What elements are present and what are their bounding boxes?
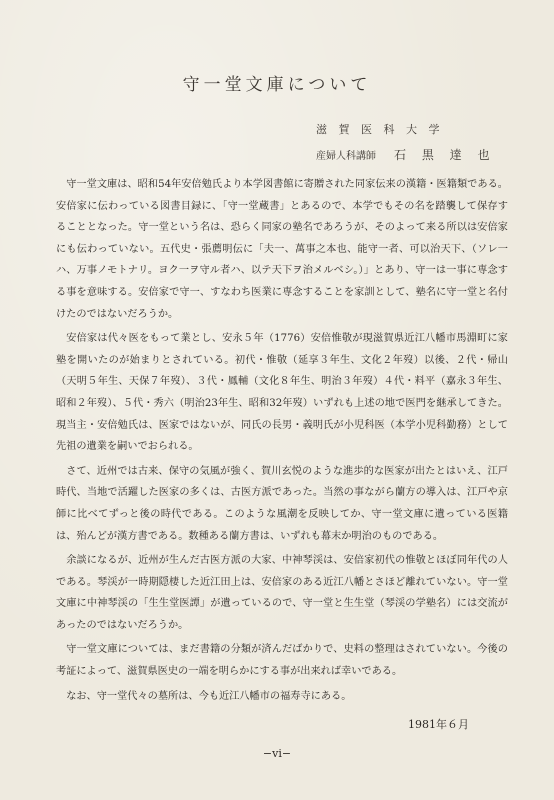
document-body [56, 174, 508, 707]
paragraph: なお、守一堂代々の墓所は、今も近江八幡市の福寿寺にある。 [66, 690, 352, 702]
document-date: 1981年６月 [408, 718, 469, 731]
paragraph: 安倍家は代々医をもって業とし、安永５年（1776）安倍惟敬が現滋賀県近江八幡市馬淵町に家塾を開いたのが始まりとされている。初代・惟敬（延享３年生、文化２年歿）以後、２代・帰山（天明５年生、天保７年歿）、３代・鳳輔（文化８年生、明治３年歿）４代・料平（嘉永３年生、昭和２年歿）、５代・秀六（明治23年生、昭和32年歿）いずれも上述の地で医門を継承してきた。現当主・安倍勉氏は、医家ではないが、同氏の長男・義明氏が小児科医（本学小児科勤務）として先祖の遺業を嗣いでおられる。 [56, 333, 508, 453]
paragraph: 守一堂文庫については、まだ書籍の分類が済んだばかりで、史料の整理はされていない。今後の考証によって、滋賀県医史の一端を明らかにする事が出来れば幸いである。 [56, 644, 508, 678]
paragraph: 余談になるが、近州が生んだ古医方派の大家、中神琴渓は、安倍家初代の惟敬とほぼ同年代の人である。琴渓が一時期隠棲した近江田上は、安倍家のある近江八幡とさほど離れていない。守一堂文庫に中神琴渓の「生生堂医譚」が遺っているので、守一堂と生生堂（琴渓の学塾名）には交流があったのではないだろうか。 [56, 555, 508, 631]
paragraph: さて、近州では古来、保守の気風が強く、賀川玄悦のような進歩的な医家が出たとはいえ、江戸時代、当地で活躍した医家の多くは、古医方派であった。当然の事ながら蘭方の導入は、江戸や京師に比べてずっと後の時代である。このような風潮を反映してか、守一堂文庫に遺っている医籍は、殆んどが漢方書である。数種ある蘭方書は、いずれも幕末か明治のものである。 [56, 465, 508, 542]
author-role: 産婦人科講師 [316, 151, 376, 162]
author-line [316, 146, 526, 163]
paragraph: 守一堂文庫は、昭和54年安倍勉氏より本学図書館に寄贈された同家伝来の漢籍・医籍類である。安倍家に伝わっている図書目録に、「守一堂蔵書」とあるので、本学でもその名を踏襲して保存することとなった。守一堂という名は、恐らく同家の塾名であろうが、そのよって来る所以は安倍家にも伝わっていない。五代史・張薦明伝に「夫一、萬事之本也、能守一者、可以治天下、（ソレ一ハ、万事ノモトナリ。ヨク一ヲ守ル者ハ、以テ天下ヲ治メルベシ。）」とあり、守一は一事に専念する事を意味する。安倍家で守一、すなわち医業に専念することを家訓として、塾名に守一堂と名付けたのではないだろうか。 [56, 179, 508, 320]
document-title: 守一堂文庫について [182, 75, 372, 95]
author-affiliation: 滋 賀 医 科 大 学 [316, 123, 444, 136]
page-number: −vi− [262, 747, 292, 760]
author-name: 石 黒 達 也 [394, 148, 496, 162]
